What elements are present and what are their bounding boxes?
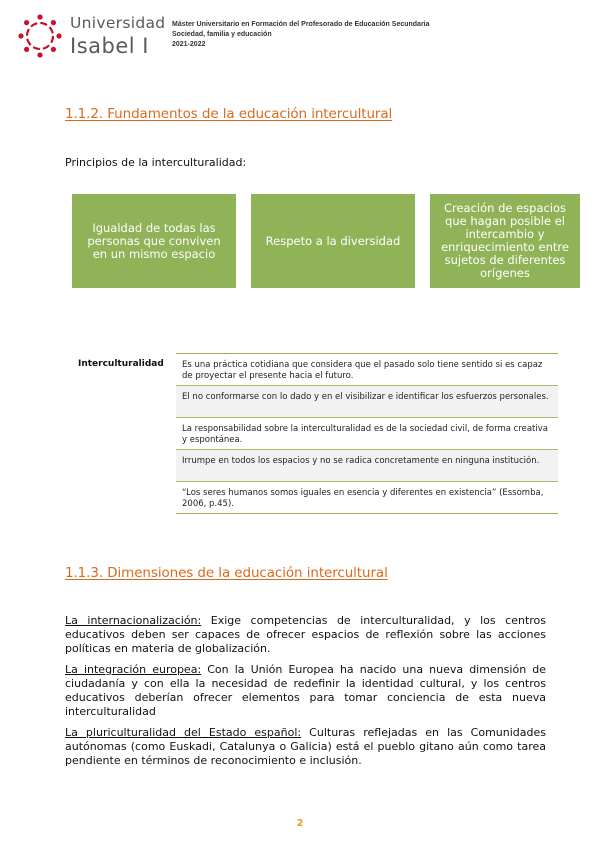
dimension-term: La internacionalización: [65,614,202,627]
university-logo-text [70,14,165,58]
university-logo-icon [18,14,62,58]
dimension-text: Exige competencias de interculturalidad, y los centros educativos deben ser capaces de ofrecer espacios de reflexión sobre las acciones políticas en materia de globalización. [65,614,546,655]
principle-box: Igualdad de todas las personas que conviven en un mismo espacio [72,194,236,288]
course-info [172,20,430,50]
logo-top-text: Universidad [70,14,166,32]
dimension-text: Con la Unión Europea ha nacido una nueva dimensión de ciudadanía y con ella la necesidad de redefinir la identidad cultural, y los centros educativos deberían ofrecer elementos para tomar conciencia de esta nueva interculturalidad [65,663,547,718]
dimension-term: La integración europea: [65,663,202,676]
table-row: La responsabilidad sobre la interculturalidad es de la sociedad civil, de forma creativa y espontánea. [176,418,558,450]
dimension-paragraph [65,726,546,768]
dimension-term: La pluriculturalidad del Estado español: [65,726,302,739]
table-row: “Los seres humanos somos iguales en esencia y diferentes en existencia” (Essomba, 2006, p.45). [176,482,558,514]
principle-box: Respeto a la diversidad [251,194,415,288]
dimension-paragraph [65,614,546,656]
section-title-dimensiones: 1.1.3. Dimensiones de la educación intercultural [65,565,388,581]
page-header [18,14,578,58]
academic-year: 2021-2022 [172,41,206,48]
table-row: Es una práctica cotidiana que considera que el pasado solo tiene sentido si es capaz de proyectar el presente hacia el futuro. [176,354,558,386]
page-number: 2 [296,818,304,829]
table-term: Interculturalidad [78,359,164,369]
section-title-fundamentos: 1.1.2. Fundamentos de la educación intercultural [65,106,393,122]
subject-name: Sociedad, familia y educación [172,31,272,38]
dimension-text: Culturas reflejadas en las Comunidades autónomas (como Euskadi, Catalunya o Galicia) está el pueblo gitano aún como tarea pendiente en términos de reconocimiento e inclusión. [65,726,547,767]
table-row: El no conformarse con lo dado y en el visibilizar e identificar los esfuerzos personales. [176,386,558,418]
logo-bottom-text: Isabel I [70,34,149,58]
principle-box: Creación de espacios que hagan posible el intercambio y enriquecimiento entre sujetos de diferentes orígenes [430,194,580,288]
principles-intro: Principios de la interculturalidad: [65,156,247,169]
course-name: Máster Universitario en Formación del Profesorado de Educación Secundaria [172,21,430,28]
principles-boxes [72,194,569,288]
dimension-paragraph [65,663,546,719]
table-rows [176,353,558,514]
table-row: Irrumpe en todos los espacios y no se radica concretamente en ninguna institución. [176,450,558,482]
